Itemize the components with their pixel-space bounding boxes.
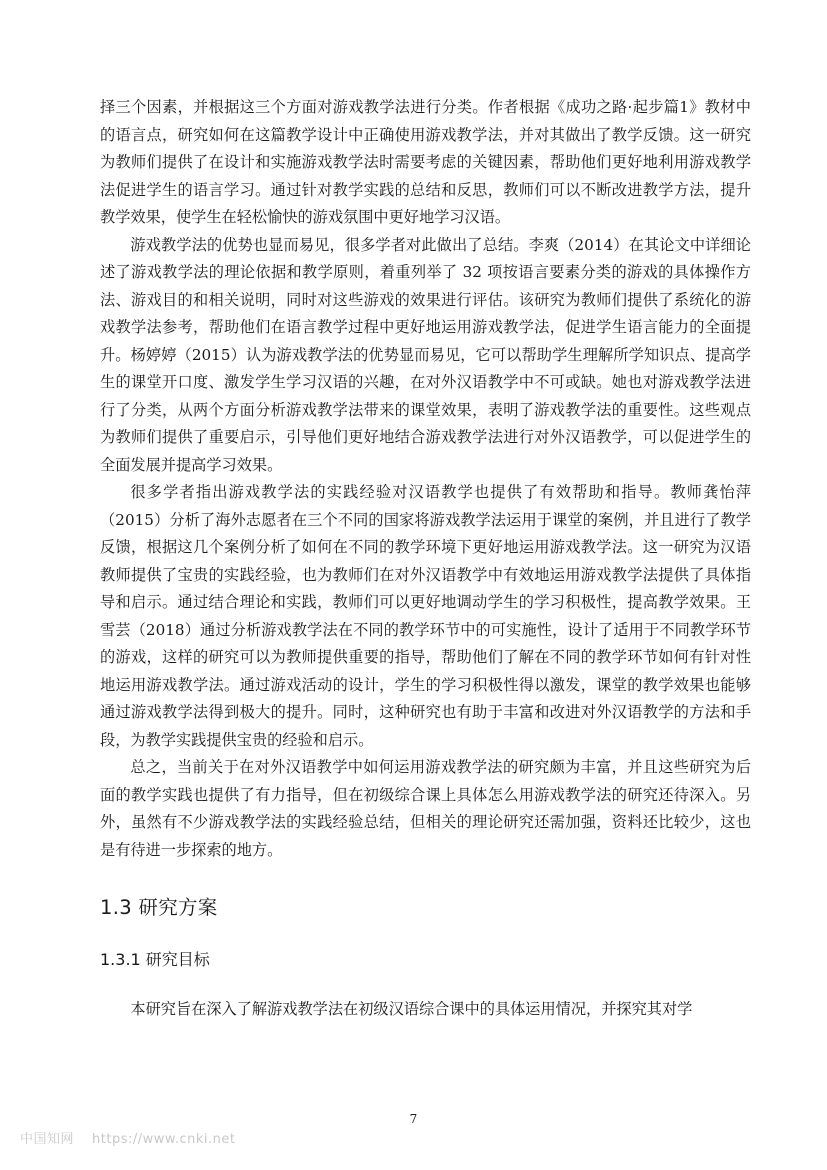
subsection-heading: 1.3.1 研究目标	[100, 950, 210, 969]
body-paragraph-4: 总之，当前关于在对外汉语教学中如何运用游戏教学法的研究颇为丰富，并且这些研究为后面的教学实践也提供了有力指导，但在初级综合课上具体怎么用游戏教学法的研究还待深入。另外，虽然有不少游戏教学法的实践经验总结，但相关的理论研究还需加强，资料还比较少，这也是有待进一步探索的地方。	[100, 758, 751, 859]
watermark-url: https://www.cnki.net	[92, 1132, 236, 1147]
body-paragraph-3: 很多学者指出游戏教学法的实践经验对汉语教学也提供了有效帮助和指导。教师龚怡萍（2015）分析了海外志愿者在三个不同的国家将游戏教学法运用于课堂的案例，并且进行了教学反馈，根据这几个案例分析了如何在不同的教学环境下更好地运用游戏教学法。这一研究为汉语教师提供了宝贵的实践经验，也为教师们在对外汉语教学中有效地运用游戏教学法提供了具体指导和启示。通过结合理论和实践，教师们可以更好地调动学生的学习积极性，提高教学效果。王雪芸（2018）通过分析游戏教学法在不同的教学环节中的可实施性，设计了适用于不同教学环节的游戏，这样的研究可以为教师提供重要的指导，帮助他们了解在不同的教学环节如何有针对性地运用游戏教学法。通过游戏活动的设计，学生的学习积极性得以激发，课堂的教学效果也能够通过游戏教学法得到极大的提升。同时，这种研究也有助于丰富和改进对外汉语教学的方法和手段，为教学实践提供宝贵的经验和启示。	[100, 483, 751, 749]
cnki-watermark	[20, 1128, 235, 1147]
body-paragraph-5: 本研究旨在深入了解游戏教学法在初级汉语综合课中的具体运用情况，并探究其对学	[130, 1000, 693, 1018]
watermark-name: 中国知网	[20, 1132, 75, 1147]
document-page	[100, 94, 751, 1024]
section-heading: 1.3 研究方案	[100, 896, 218, 919]
page-number: 7	[409, 1112, 418, 1126]
body-paragraph-1: 择三个因素，并根据这三个方面对游戏教学法进行分类。作者根据《成功之路·起步篇1》教材中的语言点，研究如何在这篇教学设计中正确使用游戏教学法，并对其做出了教学反馈。这一研究为教师们提供了在设计和实施游戏教学法时需要考虑的关键因素，帮助他们更好地利用游戏教学法促进学生的语言学习。通过针对教学实践的总结和反思，教师们可以不断改进教学方法，提升教学效果，使学生在轻松愉快的游戏氛围中更好地学习汉语。	[100, 98, 751, 226]
body-paragraph-2: 游戏教学法的优势也显而易见，很多学者对此做出了总结。李爽（2014）在其论文中详细论述了游戏教学法的理论依据和教学原则，着重列举了 32 项按语言要素分类的游戏的具体操作方法、游戏目的和相关说明，同时对这些游戏的效果进行评估。该研究为教师们提供了系统化的游戏教学法参考，帮助他们在语言教学过程中更好地运用游戏教学法，促进学生语言能力的全面提升。杨婷婷（2015）认为游戏教学法的优势显而易见，它可以帮助学生理解所学知识点、提高学生的课堂开口度、激发学生学习汉语的兴趣，在对外汉语教学中不可或缺。她也对游戏教学法进行了分类，从两个方面分析游戏教学法带来的课堂效果，表明了游戏教学法的重要性。这些观点为教师们提供了重要启示，引导他们更好地结合游戏教学法进行对外汉语教学，可以促进学生的全面发展并提高学习效果。	[100, 235, 751, 474]
